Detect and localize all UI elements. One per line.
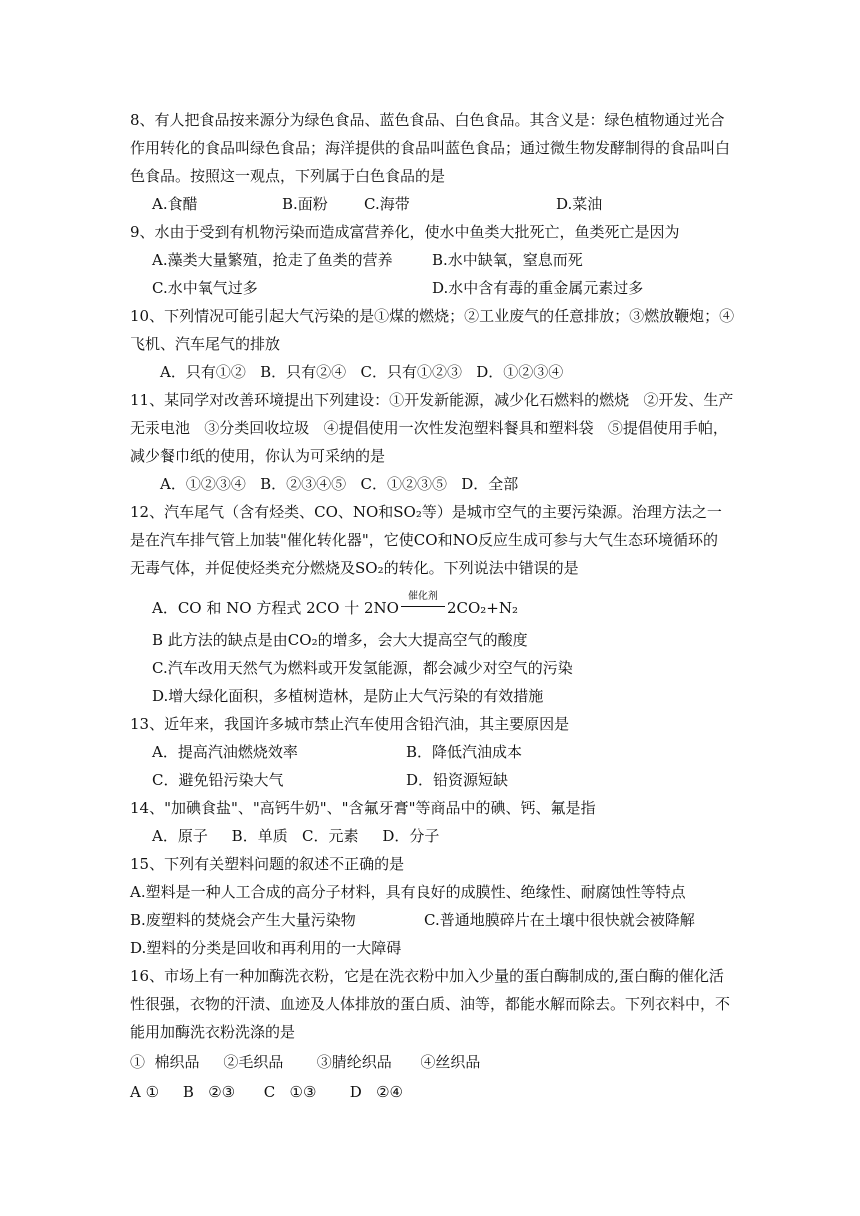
q10-options: A．只有①② B．只有②④ C．只有①②③ D．①②③④ bbox=[160, 363, 564, 381]
q11-stem-line-2: 无汞电池 ③分类回收垃圾 ④提倡使用一次性发泡塑料餐具和塑料袋 ⑤提倡使用手帕， bbox=[130, 419, 728, 437]
q9-option-c: C.水中氧气过多 bbox=[152, 279, 258, 297]
catalyst-label: 催化剂 bbox=[407, 591, 438, 602]
q8-stem-line-2: 作用转化的食品叫绿色食品；海洋提供的食品叫蓝色食品；通过微生物发酵制得的食品叫白 bbox=[130, 139, 731, 157]
q9-option-b: B.水中缺氧，窒息而死 bbox=[432, 251, 583, 269]
q8-stem-line-3: 色食品。按照这一观点，下列属于白色食品的是 bbox=[130, 167, 446, 185]
q16-stem-line-3: 能用加酶洗衣粉洗涤的是 bbox=[130, 1023, 296, 1041]
q13-option-a: A．提高汽油燃烧效率 bbox=[152, 743, 298, 761]
q16-stem-line-1: 16、市场上有一种加酶洗衣粉，它是在洗衣粉中加入少量的蛋白酶制成的,蛋白酶的催化活 bbox=[130, 967, 724, 985]
q10-stem-line-2: 飞机、汽车尾气的排放 bbox=[130, 335, 281, 353]
q12-stem-line-3: 无毒气体，并促使烃类充分燃烧及SO₂的转化。下列说法中错误的是 bbox=[130, 559, 579, 577]
q13-stem-line-1: 13、近年来，我国许多城市禁止汽车使用含铅汽油，其主要原因是 bbox=[130, 715, 570, 733]
q13-option-d: D．铅资源短缺 bbox=[406, 771, 509, 789]
q15-option-c: C.普通地膜碎片在土壤中很快就会被降解 bbox=[424, 911, 695, 929]
q15-option-b: B.废塑料的焚烧会产生大量污染物 bbox=[130, 911, 356, 929]
q12-stem-line-2: 是在汽车排气管上加装"催化转化器"，它使CO和NO反应生成可参与大气生态环境循环的 bbox=[130, 531, 718, 549]
q8-option-c: C.海带 bbox=[364, 195, 410, 213]
q12-option-b: B 此方法的缺点是由CO₂的增多，会大大提高空气的酸度 bbox=[152, 631, 528, 649]
q9-option-a: A.藻类大量繁殖，抢走了鱼类的营养 bbox=[152, 251, 393, 269]
q12-option-d: D.增大绿化面积，多植树造林，是防止大气污染的有效措施 bbox=[152, 687, 544, 705]
q12-option-a-rhs: 2CO₂+N₂ bbox=[446, 599, 518, 617]
q12-option-c: C.汽车改用天然气为燃料或开发氢能源，都会减少对空气的污染 bbox=[152, 659, 573, 677]
q9-stem-line-1: 9、水由于受到有机物污染而造成富营养化，使水中鱼类大批死亡，鱼类死亡是因为 bbox=[130, 223, 680, 241]
q16-options: A ① B ②③ C ①③ D ②④ bbox=[130, 1083, 403, 1101]
q11-options: A．①②③④ B．②③④⑤ C．①②③⑤ D．全部 bbox=[160, 475, 519, 493]
q15-option-d: D.塑料的分类是回收和再利用的一大障碍 bbox=[130, 939, 402, 957]
q15-stem-line-1: 15、下列有关塑料问题的叙述不正确的是 bbox=[130, 855, 405, 873]
q11-stem-line-1: 11、某同学对改善环境提出下列建设：①开发新能源，减少化石燃料的燃烧 ②开发、生产 bbox=[130, 391, 734, 409]
reaction-line bbox=[401, 606, 445, 607]
q13-option-b: B．降低汽油成本 bbox=[406, 743, 523, 761]
q15-option-a: A.塑料是一种人工合成的高分子材料，具有良好的成膜性、绝缘性、耐腐蚀性等特点 bbox=[130, 883, 686, 901]
q16-stem-line-2: 性很强，衣物的汗渍、血迹及人体排放的蛋白质、油等，都能水解而除去。下列衣料中，不 bbox=[130, 995, 731, 1013]
q8-option-b: B.面粉 bbox=[282, 195, 328, 213]
q10-stem-line-1: 10、下列情况可能引起大气污染的是①煤的燃烧；②工业废气的任意排放；③燃放鞭炮；④ bbox=[130, 307, 735, 325]
q9-option-d: D.水中含有毒的重金属元素过多 bbox=[432, 279, 644, 297]
q12-stem-line-1: 12、汽车尾气（含有烃类、CO、NO和SO₂等）是城市空气的主要污染源。治理方法之一 bbox=[130, 503, 722, 521]
q11-stem-line-3: 减少餐巾纸的使用，你认为可采纳的是 bbox=[130, 447, 386, 465]
q8-stem-line-1: 8、有人把食品按来源分为绿色食品、蓝色食品、白色食品。其含义是：绿色植物通过光合 bbox=[130, 111, 725, 129]
q8-option-a: A.食醋 bbox=[152, 195, 198, 213]
q8-option-d: D.菜油 bbox=[556, 195, 603, 213]
q16-fabric-items: ① 棉织品 ②毛织品 ③腈纶织品 ④丝织品 bbox=[130, 1053, 481, 1071]
q14-options: A．原子 B．单质 C．元素 D．分子 bbox=[152, 827, 440, 845]
q14-stem-line-1: 14、"加碘食盐"、"高钙牛奶"、"含氟牙膏"等商品中的碘、钙、氟是指 bbox=[130, 799, 596, 817]
q12-option-a-lhs: A．CO 和 NO 方程式 2CO 十 2NO bbox=[152, 599, 399, 617]
q12-option-a bbox=[152, 591, 518, 618]
reaction-arrow bbox=[399, 591, 447, 618]
q13-option-c: C．避免铅污染大气 bbox=[152, 771, 284, 789]
